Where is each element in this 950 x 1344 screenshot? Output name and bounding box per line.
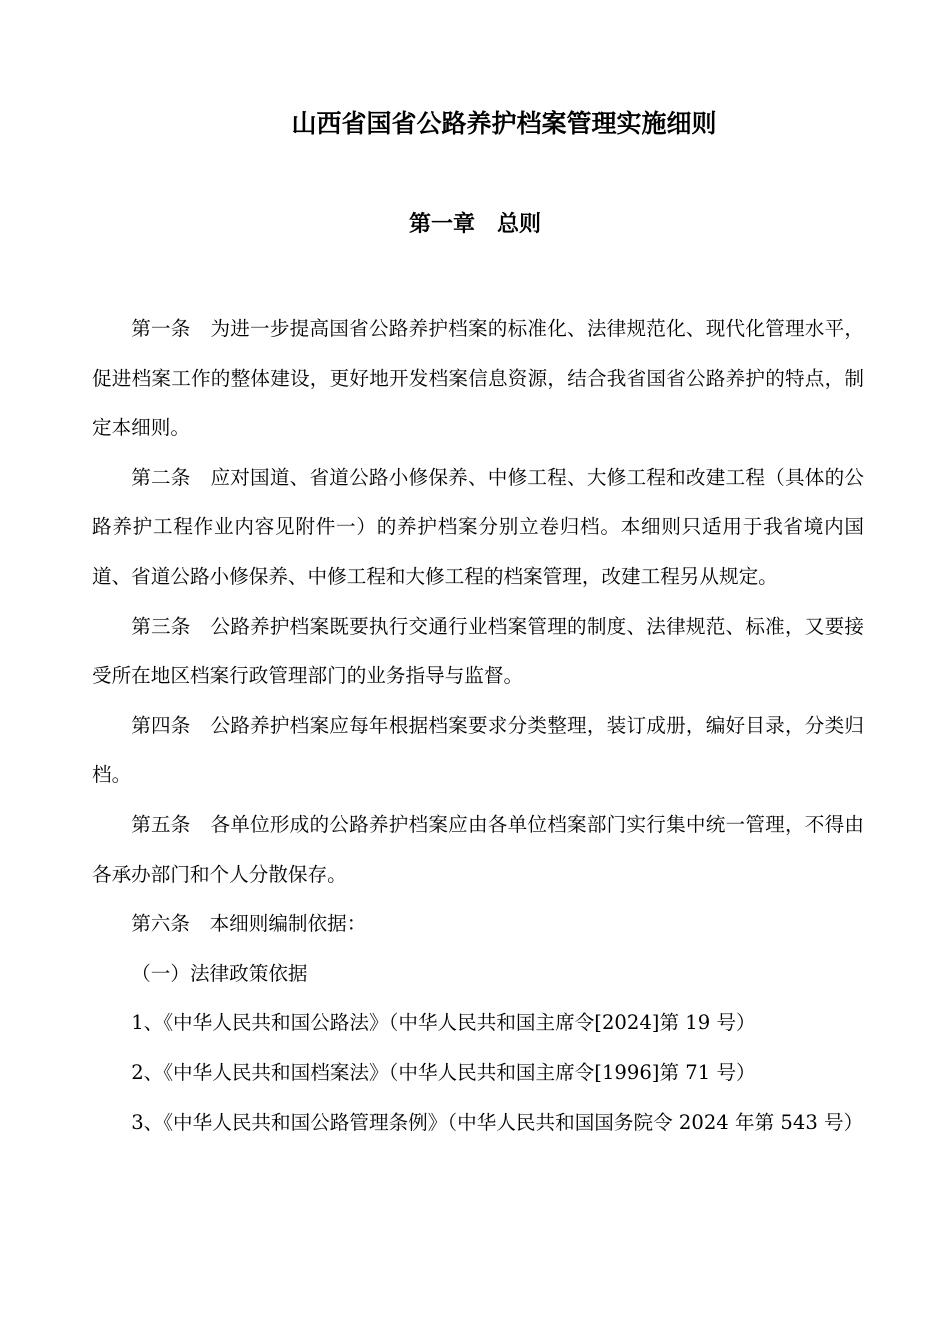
article-4 <box>92 701 864 800</box>
basis-item: 3、《中华人民共和国公路管理条例》（中华人民共和国国务院令 2024 年第 543 号） <box>131 1110 864 1134</box>
document-title: 山西省国省公路养护档案管理实施细则 <box>291 109 717 138</box>
article-text: 应对国道、省道公路小修保养、中修工程、大修工程和改建工程（具体的公路养护工程作业内容见附件一）的养护档案分别立卷归档。本细则只适用于我省境内国道、省道公路小修保养、中修工程和大修工程的档案管理，改建工程另从规定。 <box>92 465 865 588</box>
article-label: 第四条 <box>131 713 191 737</box>
article-text: 公路养护档案应每年根据档案要求分类整理，装订成册，编好目录，分类归档。 <box>92 713 865 787</box>
chapter-title: 第一章 总则 <box>408 212 541 237</box>
article-label: 第一条 <box>131 317 191 340</box>
article-label: 第三条 <box>131 614 191 638</box>
basis-heading: （一）法律政策依据 <box>131 961 308 985</box>
article-label: 第二条 <box>131 465 191 489</box>
article-text: 各单位形成的公路养护档案应由各单位档案部门实行集中统一管理，不得由各承办部门和个人分散保存。 <box>92 812 865 886</box>
article-2 <box>92 453 864 602</box>
article-text: 为进一步提高国省公路养护档案的标准化、法律规范化、现代化管理水平，促进档案工作的整体建设，更好地开发档案信息资源，结合我省国省公路养护的特点，制定本细则。 <box>92 317 865 440</box>
article-3 <box>92 602 864 701</box>
article-6 <box>92 899 864 949</box>
document-body <box>92 304 864 1147</box>
basis-item: 2、《中华人民共和国档案法》（中华人民共和国主席令[1996]第 71 号） <box>131 1060 756 1084</box>
article-text: 公路养护档案既要执行交通行业档案管理的制度、法律规范、标准，又要接受所在地区档案行政管理部门的业务指导与监督。 <box>92 614 865 688</box>
article-label: 第五条 <box>131 812 191 836</box>
article-5 <box>92 800 864 899</box>
article-1 <box>92 304 864 453</box>
article-label: 第六条 <box>131 912 190 936</box>
basis-item: 1、《中华人民共和国公路法》（中华人民共和国主席令[2024]第 19 号） <box>131 1011 756 1035</box>
article-text: 本细则编制依据： <box>209 912 367 936</box>
